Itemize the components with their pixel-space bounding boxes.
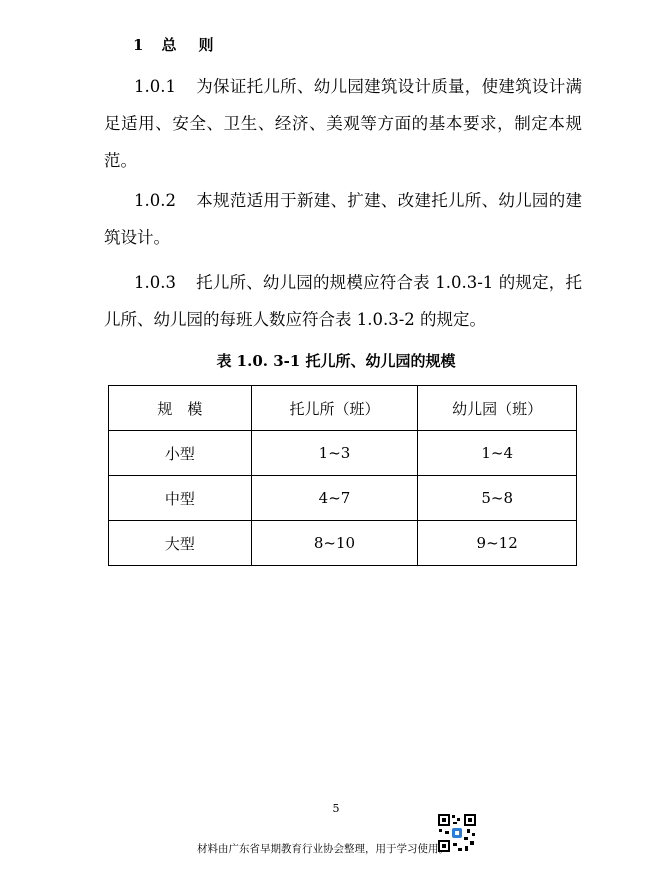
table-cell: 4~7 [251, 476, 418, 521]
table-cell: 1~4 [418, 431, 577, 476]
page-number: 5 [332, 802, 340, 815]
table-cell: 1~3 [251, 431, 418, 476]
clause-text: 托儿所、幼儿园的规模应符合表 1.0.3-1 的规定，托儿所、幼儿园的每班人数应符合表 1.0.3-2 的规定。 [104, 273, 582, 329]
table-row [109, 521, 577, 566]
clause-number: 1.0.3 [134, 273, 176, 292]
section-title-part2: 则 [198, 36, 214, 54]
table-row [109, 476, 577, 521]
clause-1-0-1 [104, 68, 582, 179]
table-cell: 9~12 [418, 521, 577, 566]
section-title-part1: 总 [161, 36, 177, 54]
clause-1-0-2 [104, 182, 582, 256]
clause-1-0-3 [104, 264, 582, 338]
table-cell: 5~8 [418, 476, 577, 521]
section-number: 1 [133, 36, 144, 54]
footer-note: 材料由广东省早期教育行业协会整理，用于学习使用。 [197, 843, 449, 855]
table-cell: 中型 [109, 476, 252, 521]
table-header-row [109, 386, 577, 431]
header-cell-nursery: 托儿所（班） [251, 386, 418, 431]
clause-text: 为保证托儿所、幼儿园建筑设计质量，使建筑设计满足适用、安全、卫生、经济、美观等方面的基本要求，制定本规范。 [104, 77, 582, 170]
header-cell-kindergarten: 幼儿园（班） [418, 386, 577, 431]
table-row [109, 431, 577, 476]
table-caption: 表 1.0. 3-1 托儿所、幼儿园的规模 [216, 352, 456, 370]
header-cell-scale: 规 模 [109, 386, 252, 431]
table-cell: 小型 [109, 431, 252, 476]
clause-text: 本规范适用于新建、扩建、改建托儿所、幼儿园的建筑设计。 [104, 191, 582, 247]
clause-number: 1.0.2 [134, 191, 176, 210]
table-cell: 8~10 [251, 521, 418, 566]
scale-table [108, 385, 577, 566]
table-cell: 大型 [109, 521, 252, 566]
clause-number: 1.0.1 [134, 77, 176, 96]
section-heading [133, 34, 213, 55]
